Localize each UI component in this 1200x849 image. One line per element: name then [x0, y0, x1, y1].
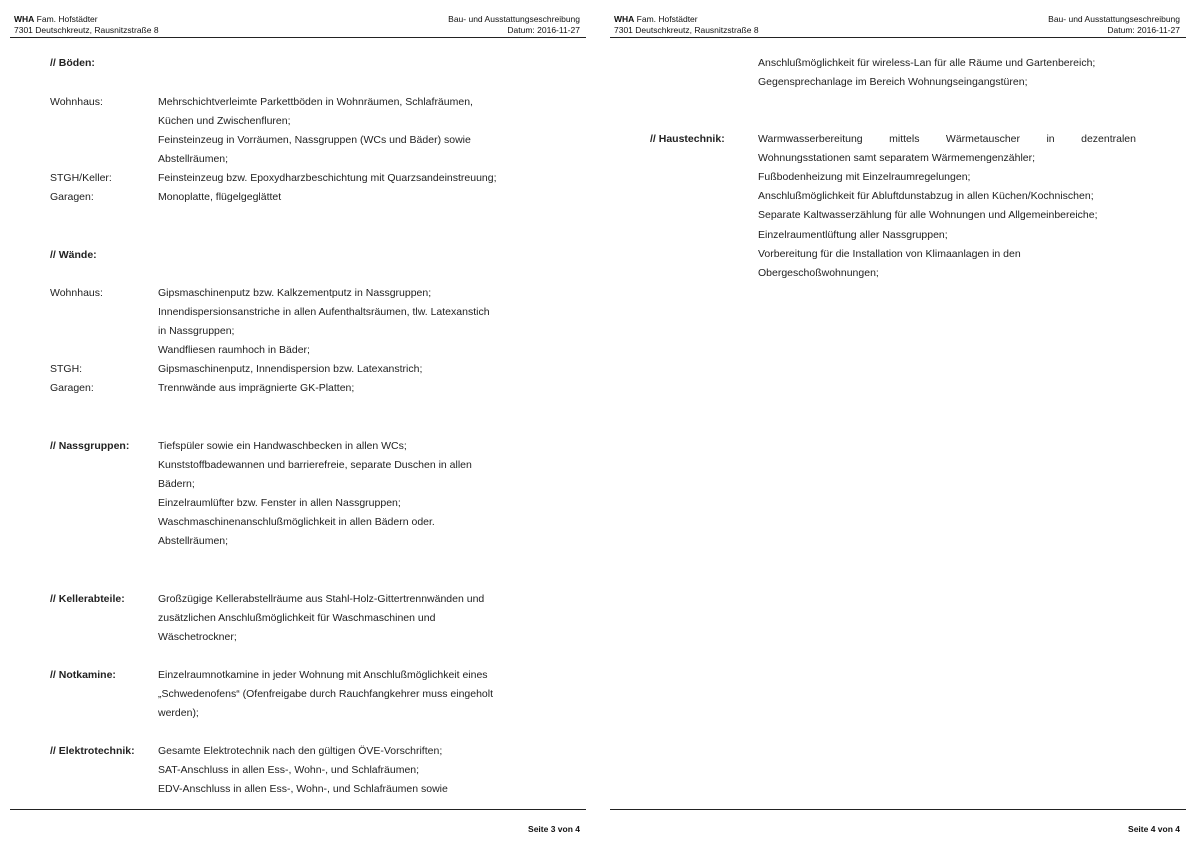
row-text: Trennwände aus imprägnierte GK-Platten; [158, 382, 355, 394]
row-label: STGH/Keller: [50, 172, 112, 184]
row-text: Waschmaschinenanschlußmöglichkeit in allen Bädern oder. [158, 516, 435, 528]
row-text: in Nassgruppen; [158, 325, 235, 337]
row-text: Abstellräumen; [158, 535, 229, 547]
section-heading: // Kellerabteile: [50, 593, 125, 605]
row-text: Fußbodenheizung mit Einzelraumregelungen; [758, 171, 971, 183]
row-text: Küchen und Zwischenfluren; [158, 115, 291, 127]
word: dezentralen [1081, 133, 1136, 145]
row-text: Gesamte Elektrotechnik nach den gültigen ÖVE-Vorschriften; [158, 745, 443, 757]
row-text: Gipsmaschinenputz bzw. Kalkzementputz in Nassgruppen; [158, 287, 432, 299]
row-label: Garagen: [50, 191, 94, 203]
doc-date: Datum: 2016-11-27 [1107, 25, 1180, 35]
row-label: Wohnhaus: [50, 96, 103, 108]
row-text: Einzelraumlüfter bzw. Fenster in allen Nassgruppen; [158, 497, 401, 509]
row-text: werden); [158, 707, 199, 719]
row-text: Wäschetrockner; [158, 631, 237, 643]
page-number: Seite 4 von 4 [1128, 824, 1180, 834]
row-text: Wohnungsstationen samt separatem Wärmemengenzähler; [758, 152, 1036, 164]
section-heading: // Wände: [50, 249, 97, 261]
footer-rule [610, 809, 1186, 810]
row-text: Monoplatte, flügelgeglättet [158, 191, 282, 203]
address: 7301 Deutschkreutz, Rausnitzstraße 8 [614, 25, 759, 35]
address: 7301 Deutschkreutz, Rausnitzstraße 8 [14, 25, 159, 35]
row-text: EDV-Anschluss in allen Ess-, Wohn-, und Schlafräumen sowie [158, 783, 448, 795]
row-text: Vorbereitung für die Installation von Klimaanlagen in den [758, 248, 1021, 260]
row-text: Anschlußmöglichkeit für Abluftdunstabzug in allen Küchen/Kochnischen; [758, 190, 1094, 202]
company-name: Fam. Hofstädter [634, 14, 698, 24]
row-text: Bädern; [158, 478, 195, 490]
footer-rule [10, 809, 586, 810]
section-heading: // Haustechnik: [650, 133, 725, 145]
row-text: Tiefspüler sowie ein Handwaschbecken in allen WCs; [158, 440, 407, 452]
row-label: STGH: [50, 363, 83, 375]
section-heading: // Notkamine: [50, 669, 116, 681]
row-text: Anschlußmöglichkeit für wireless-Lan für alle Räume und Gartenbereich; [758, 57, 1096, 69]
page-number: Seite 3 von 4 [528, 824, 580, 834]
header-rule [10, 37, 586, 38]
row-text: Obergeschoßwohnungen; [758, 267, 879, 279]
page-4 [600, 0, 1200, 849]
row-text: Großzügige Kellerabstellräume aus Stahl-Holz-Gittertrennwänden und [158, 593, 485, 605]
row-text: Separate Kaltwasserzählung für alle Wohnungen und Allgemeinbereiche; [758, 209, 1098, 221]
row-text: Feinsteinzeug in Vorräumen, Nassgruppen (WCs und Bäder) sowie [158, 134, 471, 146]
header-left [14, 14, 159, 36]
justified-line [758, 130, 1136, 149]
row-label: Garagen: [50, 382, 94, 394]
row-text: Kunststoffbadewannen und barrierefreie, separate Duschen in allen [158, 459, 472, 471]
row-text: Einzelraumnotkamine in jeder Wohnung mit Anschlußmöglichkeit eines [158, 669, 488, 681]
row-text: Mehrschichtverleimte Parkettböden in Wohnräumen, Schlafräumen, [158, 96, 473, 108]
row-text: Gipsmaschinenputz, Innendispersion bzw. Latexanstrich; [158, 363, 423, 375]
row-text: zusätzlichen Anschlußmöglichkeit für Waschmaschinen und [158, 612, 436, 624]
word: Warmwasserbereitung [758, 133, 863, 145]
row-text: Feinsteinzeug bzw. Epoxydharzbeschichtung mit Quarzsandeinstreuung; [158, 172, 497, 184]
row-text: Innendispersionsanstriche in allen Aufenthaltsräumen, tlw. Latexanstich [158, 306, 490, 318]
company-abbrev: WHA [614, 14, 635, 24]
doc-date: Datum: 2016-11-27 [507, 25, 580, 35]
doc-title: Bau- und Ausstattungseschreibung [1048, 14, 1180, 24]
header-right [448, 14, 580, 36]
word: in [1046, 133, 1055, 145]
company-abbrev: WHA [14, 14, 35, 24]
row-text: Abstellräumen; [158, 153, 229, 165]
section-heading: // Nassgruppen: [50, 440, 130, 452]
row-text: Einzelraumentlüftung aller Nassgruppen; [758, 229, 948, 241]
header-left [614, 14, 759, 36]
header-rule [610, 37, 1186, 38]
header-right [1048, 14, 1180, 36]
row-label: Wohnhaus: [50, 287, 103, 299]
doc-title: Bau- und Ausstattungseschreibung [448, 14, 580, 24]
row-text: Wandfliesen raumhoch in Bäder; [158, 344, 310, 356]
section-heading: // Elektrotechnik: [50, 745, 135, 757]
section-heading: // Böden: [50, 57, 95, 69]
word: Wärmetauscher [945, 133, 1021, 145]
word: mittels [889, 133, 920, 145]
row-text: Gegensprechanlage im Bereich Wohnungseingangstüren; [758, 76, 1028, 88]
company-name: Fam. Hofstädter [34, 14, 98, 24]
row-text: SAT-Anschluss in allen Ess-, Wohn-, und Schlafräumen; [158, 764, 420, 776]
row-text: „Schwedenofens“ (Ofenfreigabe durch Rauchfangkehrer muss eingeholt [158, 688, 494, 700]
